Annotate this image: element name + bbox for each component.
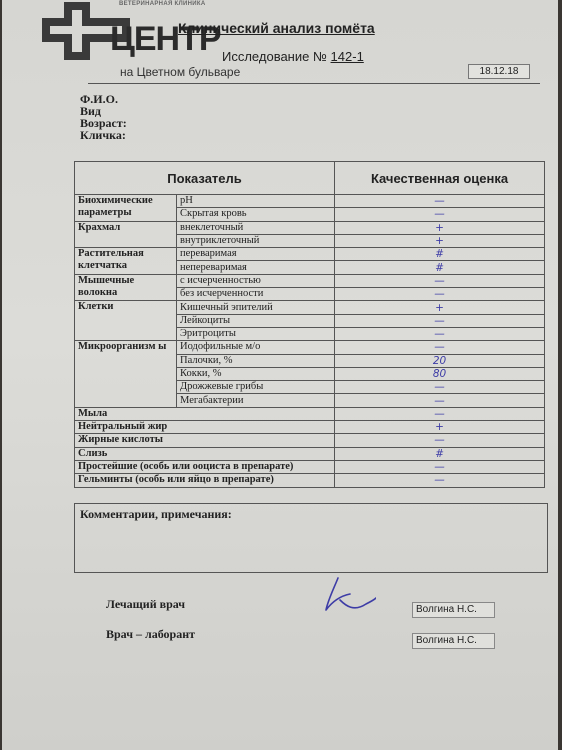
logo-wordmark: ЦЕНТР bbox=[110, 20, 221, 58]
assessment-value: # bbox=[335, 248, 545, 261]
assessment-value: 80 bbox=[335, 367, 545, 380]
logo-address: на Цветном бульваре bbox=[120, 65, 241, 79]
attending-vet-label: Лечащий врач bbox=[106, 597, 186, 611]
indicator-group: Растительная клетчатка bbox=[75, 248, 177, 275]
study-label: Исследование № bbox=[222, 49, 327, 64]
indicator-label: Жирные кислоты bbox=[75, 434, 335, 447]
assessment-value: — bbox=[335, 381, 545, 394]
assessment-value: — bbox=[335, 434, 545, 447]
comments-label: Комментарии, примечания: bbox=[80, 507, 232, 521]
field-age: Возраст: bbox=[80, 116, 127, 130]
indicator-subitem: pH bbox=[177, 195, 335, 208]
lab-vet-name: Волгина Н.С. bbox=[412, 633, 495, 649]
assessment-value: + bbox=[335, 234, 545, 247]
indicator-subitem: Эритроциты bbox=[177, 327, 335, 340]
assessment-value: # bbox=[335, 261, 545, 274]
assessment-value: — bbox=[335, 341, 545, 354]
assessment-value: — bbox=[335, 208, 545, 221]
indicator-label: Мыла bbox=[75, 407, 335, 420]
analysis-table bbox=[74, 161, 545, 488]
indicator-group: Мышечные волокна bbox=[75, 274, 177, 301]
document-title: Клинический анализ помёта bbox=[178, 20, 375, 36]
table-row bbox=[75, 447, 545, 460]
indicator-subitem: Иодофильные м/о bbox=[177, 341, 335, 354]
table-header-row bbox=[75, 162, 545, 195]
indicator-subitem: Дрожжевые грибы bbox=[177, 381, 335, 394]
indicator-group: Клетки bbox=[75, 301, 177, 341]
indicator-subitem: Мегабактерии bbox=[177, 394, 335, 407]
indicator-subitem: без исчерченности bbox=[177, 288, 335, 301]
assessment-value: — bbox=[335, 288, 545, 301]
logo-subtitle: ВЕТЕРИНАРНАЯ КЛИНИКА bbox=[119, 1, 206, 7]
indicator-group: Биохимические параметры bbox=[75, 195, 177, 222]
table-row bbox=[75, 274, 545, 287]
field-name: Ф.И.О. bbox=[80, 92, 118, 106]
assessment-value: — bbox=[335, 407, 545, 420]
assessment-value: — bbox=[335, 327, 545, 340]
indicator-subitem: с исчерченностью bbox=[177, 274, 335, 287]
study-number: 142-1 bbox=[330, 49, 364, 64]
assessment-value: — bbox=[335, 274, 545, 287]
header-divider bbox=[88, 83, 540, 84]
col-header-indicator: Показатель bbox=[75, 162, 335, 195]
indicator-subitem: Палочки, % bbox=[177, 354, 335, 367]
table-row bbox=[75, 248, 545, 261]
handwritten-signature bbox=[320, 574, 376, 618]
lab-report-sheet bbox=[2, 0, 558, 750]
indicator-group: Микроорганизм ы bbox=[75, 341, 177, 407]
table-row bbox=[75, 421, 545, 434]
assessment-value: # bbox=[335, 447, 545, 460]
table-row bbox=[75, 195, 545, 208]
table-row bbox=[75, 474, 545, 487]
assessment-value: — bbox=[335, 394, 545, 407]
field-species: Вид bbox=[80, 104, 101, 118]
table-row bbox=[75, 301, 545, 314]
table-row bbox=[75, 221, 545, 234]
indicator-label: Нейтральный жир bbox=[75, 421, 335, 434]
indicator-subitem: Скрытая кровь bbox=[177, 208, 335, 221]
study-line bbox=[222, 49, 364, 64]
assessment-value: — bbox=[335, 314, 545, 327]
table-row bbox=[75, 460, 545, 473]
table-row bbox=[75, 407, 545, 420]
indicator-label: Простейшие (особь или ооциста в препарате) bbox=[75, 460, 335, 473]
assessment-value: + bbox=[335, 301, 545, 314]
assessment-value: + bbox=[335, 221, 545, 234]
col-header-assessment: Качественная оценка bbox=[335, 162, 545, 195]
indicator-subitem: внутриклеточный bbox=[177, 234, 335, 247]
indicator-subitem: Кокки, % bbox=[177, 367, 335, 380]
indicator-group: Крахмал bbox=[75, 221, 177, 248]
indicator-subitem: Лейкоциты bbox=[177, 314, 335, 327]
indicator-label: Слизь bbox=[75, 447, 335, 460]
indicator-subitem: Кишечный эпителий bbox=[177, 301, 335, 314]
lab-vet-label: Врач – лаборант bbox=[106, 627, 196, 641]
assessment-value: — bbox=[335, 474, 545, 487]
indicator-label: Гельминты (особь или яйцо в препарате) bbox=[75, 474, 335, 487]
indicator-subitem: переваримая bbox=[177, 248, 335, 261]
table-row bbox=[75, 341, 545, 354]
assessment-value: — bbox=[335, 460, 545, 473]
indicator-subitem: внеклеточный bbox=[177, 221, 335, 234]
assessment-value: + bbox=[335, 421, 545, 434]
comments-box bbox=[74, 503, 548, 573]
indicator-subitem: непереваримая bbox=[177, 261, 335, 274]
attending-vet-name: Волгина Н.С. bbox=[412, 602, 495, 618]
table-row bbox=[75, 434, 545, 447]
field-nickname: Кличка: bbox=[80, 128, 126, 142]
date-box: 18.12.18 bbox=[468, 64, 530, 79]
assessment-value: 20 bbox=[335, 354, 545, 367]
assessment-value: — bbox=[335, 195, 545, 208]
